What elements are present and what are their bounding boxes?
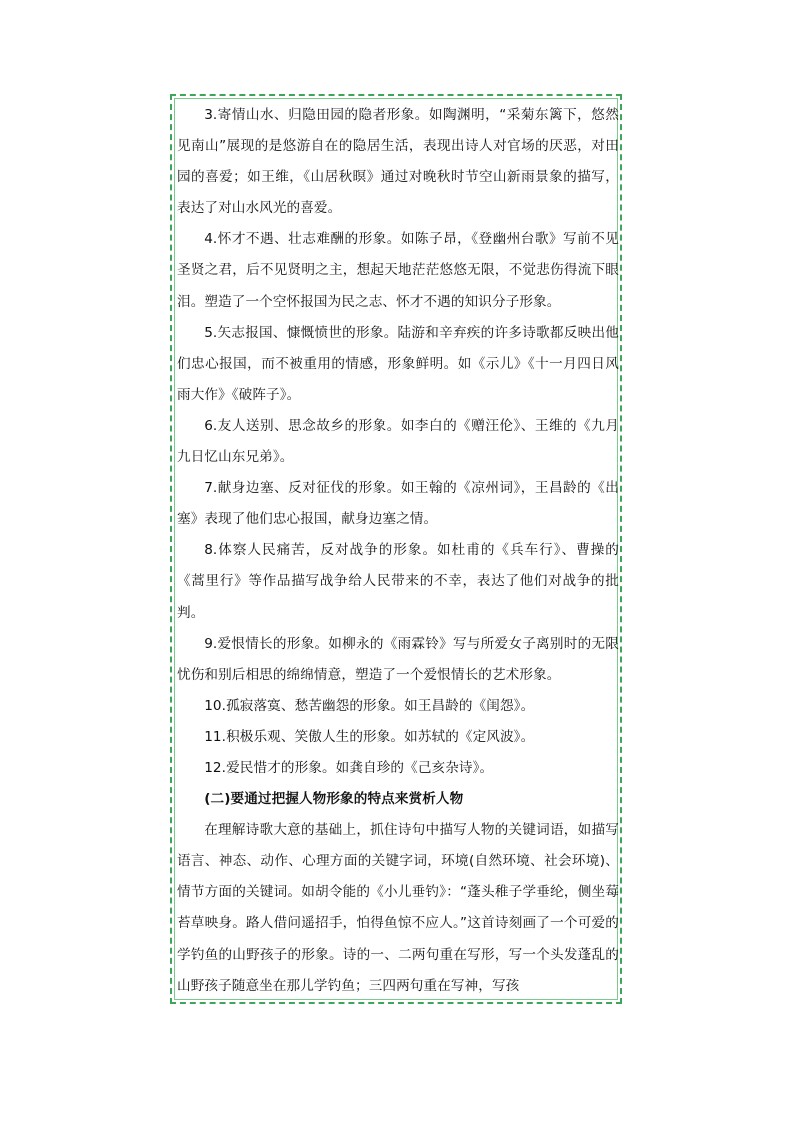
paragraph-caring-image: 12.爱民惜才的形象。如龚自珍的《己亥杂诗》。 (204, 759, 494, 776)
paragraph-optimistic-image: 11.积极乐观、笑傲人生的形象。如苏轼的《定风波》。 (204, 728, 535, 745)
paragraph-frontier-image: 7.献身边塞、反对征伐的形象。如王翰的《凉州词》，王昌龄的《出塞》表现了他们忠心报国，献身边塞之情。 (177, 480, 619, 528)
paragraph-hermit-image: 3.寄情山水、归隐田园的隐者形象。如陶渊明，“采菊东篱下，悠然见南山”展现的是悠游自在的隐居生活，表现出诗人对官场的厌恶，对田园的喜爱；如王维，《山居秋暝》通过对晚秋时节空山新雨景象的描写，表达了对山水风光的喜爱。 (177, 107, 619, 217)
paragraph-patriot-image: 5.矢志报国、慷慨愤世的形象。陆游和辛弃疾的许多诗歌都反映出他们忠心报国，而不被重用的情感，形象鲜明。如《示儿》《十一月四日风雨大作》《破阵子》。 (177, 324, 619, 403)
paragraph-lonely-image: 10.孤寂落寞、愁苦幽怨的形象。如王昌龄的《闺怨》。 (204, 697, 535, 714)
paragraph-unrecognized-talent-image: 4.怀才不遇、壮志难酬的形象。如陈子昂，《登幽州台歌》写前不见圣贤之君，后不见贤明之主，想起天地茫茫悠悠无限，不觉悲伤得流下眼泪。塑造了一个空怀报国为民之志、怀才不遇的知识分子形象。 (177, 231, 619, 310)
paragraph-farewell-homesick-image: 6.友人送别、思念故乡的形象。如李白的《赠汪伦》、王维的《九月九日忆山东兄弟》。 (177, 417, 619, 466)
section-heading: (二)要通过把握人物形象的特点来赏析人物 (204, 791, 464, 808)
document-body (177, 100, 619, 1002)
paragraph-analysis-method: 在理解诗歌大意的基础上，抓住诗句中描写人物的关键词语，如描写语言、神态、动作、心理方面的关键字词，环境(自然环境、社会环境)、情节方面的关键词。如胡令能的《小儿垂钓》：“蓬头稚子学垂纶，侧坐莓苔草映身。路人借问遥招手，怕得鱼惊不应人。”这首诗刻画了一个可爱的学钓鱼的山野孩子的形象。诗的一、二两句重在写形，写一个头发蓬乱的山野孩子随意坐在那儿学钓鱼；三四两句重在写神，写孩 (177, 822, 619, 994)
paragraph-anti-war-image: 8.体察人民痛苦，反对战争的形象。如杜甫的《兵车行》、曹操的《蒿里行》等作品描写战争给人民带来的不幸，表达了他们对战争的批判。 (177, 542, 619, 621)
paragraph-love-image: 9.爱恨情长的形象。如柳永的《雨霖铃》写与所爱女子离别时的无限忧伤和别后相思的绵绵情意，塑造了一个爱恨情长的艺术形象。 (177, 635, 619, 683)
